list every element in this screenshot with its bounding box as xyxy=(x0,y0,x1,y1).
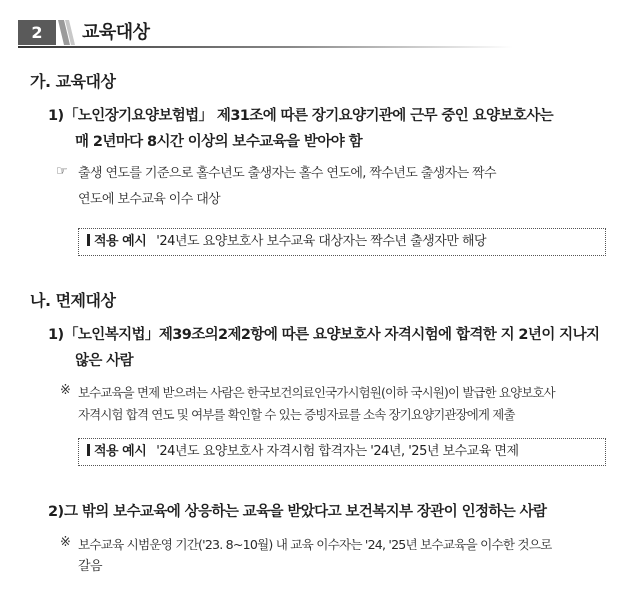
page-title: 교육대상 xyxy=(82,22,150,43)
item-text-line2: 않은 사람 xyxy=(75,353,134,369)
example-text: '24년도 요양보호사 보수교육 대상자는 짝수년 출생자만 해당 xyxy=(156,234,487,249)
label-bar-icon xyxy=(87,234,90,246)
item-number: 2) xyxy=(48,504,64,520)
example-text: '24년도 요양보호사 자격시험 합격자는 '24년, '25년 보수교육 면제 xyxy=(156,444,519,459)
note-text-line1: 출생 연도를 기준으로 홀수년도 출생자는 홀수 연도에, 짝수년도 출생자는 짝수 xyxy=(78,166,496,181)
example-label: 적용 예시 xyxy=(94,234,147,249)
item-text-line2: 매 2년마다 8시간 이상의 보수교육을 받아야 함 xyxy=(75,134,362,150)
item-text-line1: 「노인복지법」제39조의2제2항에 따른 요양보호사 자격시험에 합격한 지 2년이 지나지 xyxy=(64,327,600,343)
example-box xyxy=(78,228,606,256)
pointing-hand-icon: ☞ xyxy=(56,164,68,179)
note-text-line1: 보수교육을 면제 받으려는 사람은 한국보건의료인국가시험원(이하 국시원)이 발급한 요양보호사 xyxy=(78,385,555,400)
item-text-line1: 「노인장기요양보험법」 제31조에 따른 장기요양기관에 근무 중인 요양보호사는 xyxy=(64,108,554,124)
section-number-badge: 2 xyxy=(18,20,56,45)
section-heading-exempt: 나. 면제대상 xyxy=(30,291,116,310)
note-text-line1: 보수교육 시범운영 기간('23. 8~10월) 내 교육 이수자는 '24, '25년 보수교육을 이수한 것으로 xyxy=(78,537,552,552)
header-slash-decoration xyxy=(56,20,78,45)
section-heading-target: 가. 교육대상 xyxy=(30,72,116,91)
item-number: 1) xyxy=(48,327,64,343)
note-text-line2: 갈음 xyxy=(78,559,102,574)
note-text-line2: 연도에 보수교육 이수 대상 xyxy=(78,192,221,207)
item-text-line1: 그 밖의 보수교육에 상응하는 교육을 받았다고 보건복지부 장관이 인정하는 사람 xyxy=(64,504,547,520)
label-bar-icon xyxy=(87,444,90,456)
example-box xyxy=(78,438,606,466)
example-label: 적용 예시 xyxy=(94,444,147,459)
item-number: 1) xyxy=(48,108,64,124)
header-divider xyxy=(18,46,513,48)
reference-mark-icon: ※ xyxy=(60,383,71,398)
note-text-line2: 자격시험 합격 연도 및 여부를 확인할 수 있는 증빙자료를 소속 장기요양기관장에게 제출 xyxy=(78,407,515,422)
reference-mark-icon: ※ xyxy=(60,535,71,550)
